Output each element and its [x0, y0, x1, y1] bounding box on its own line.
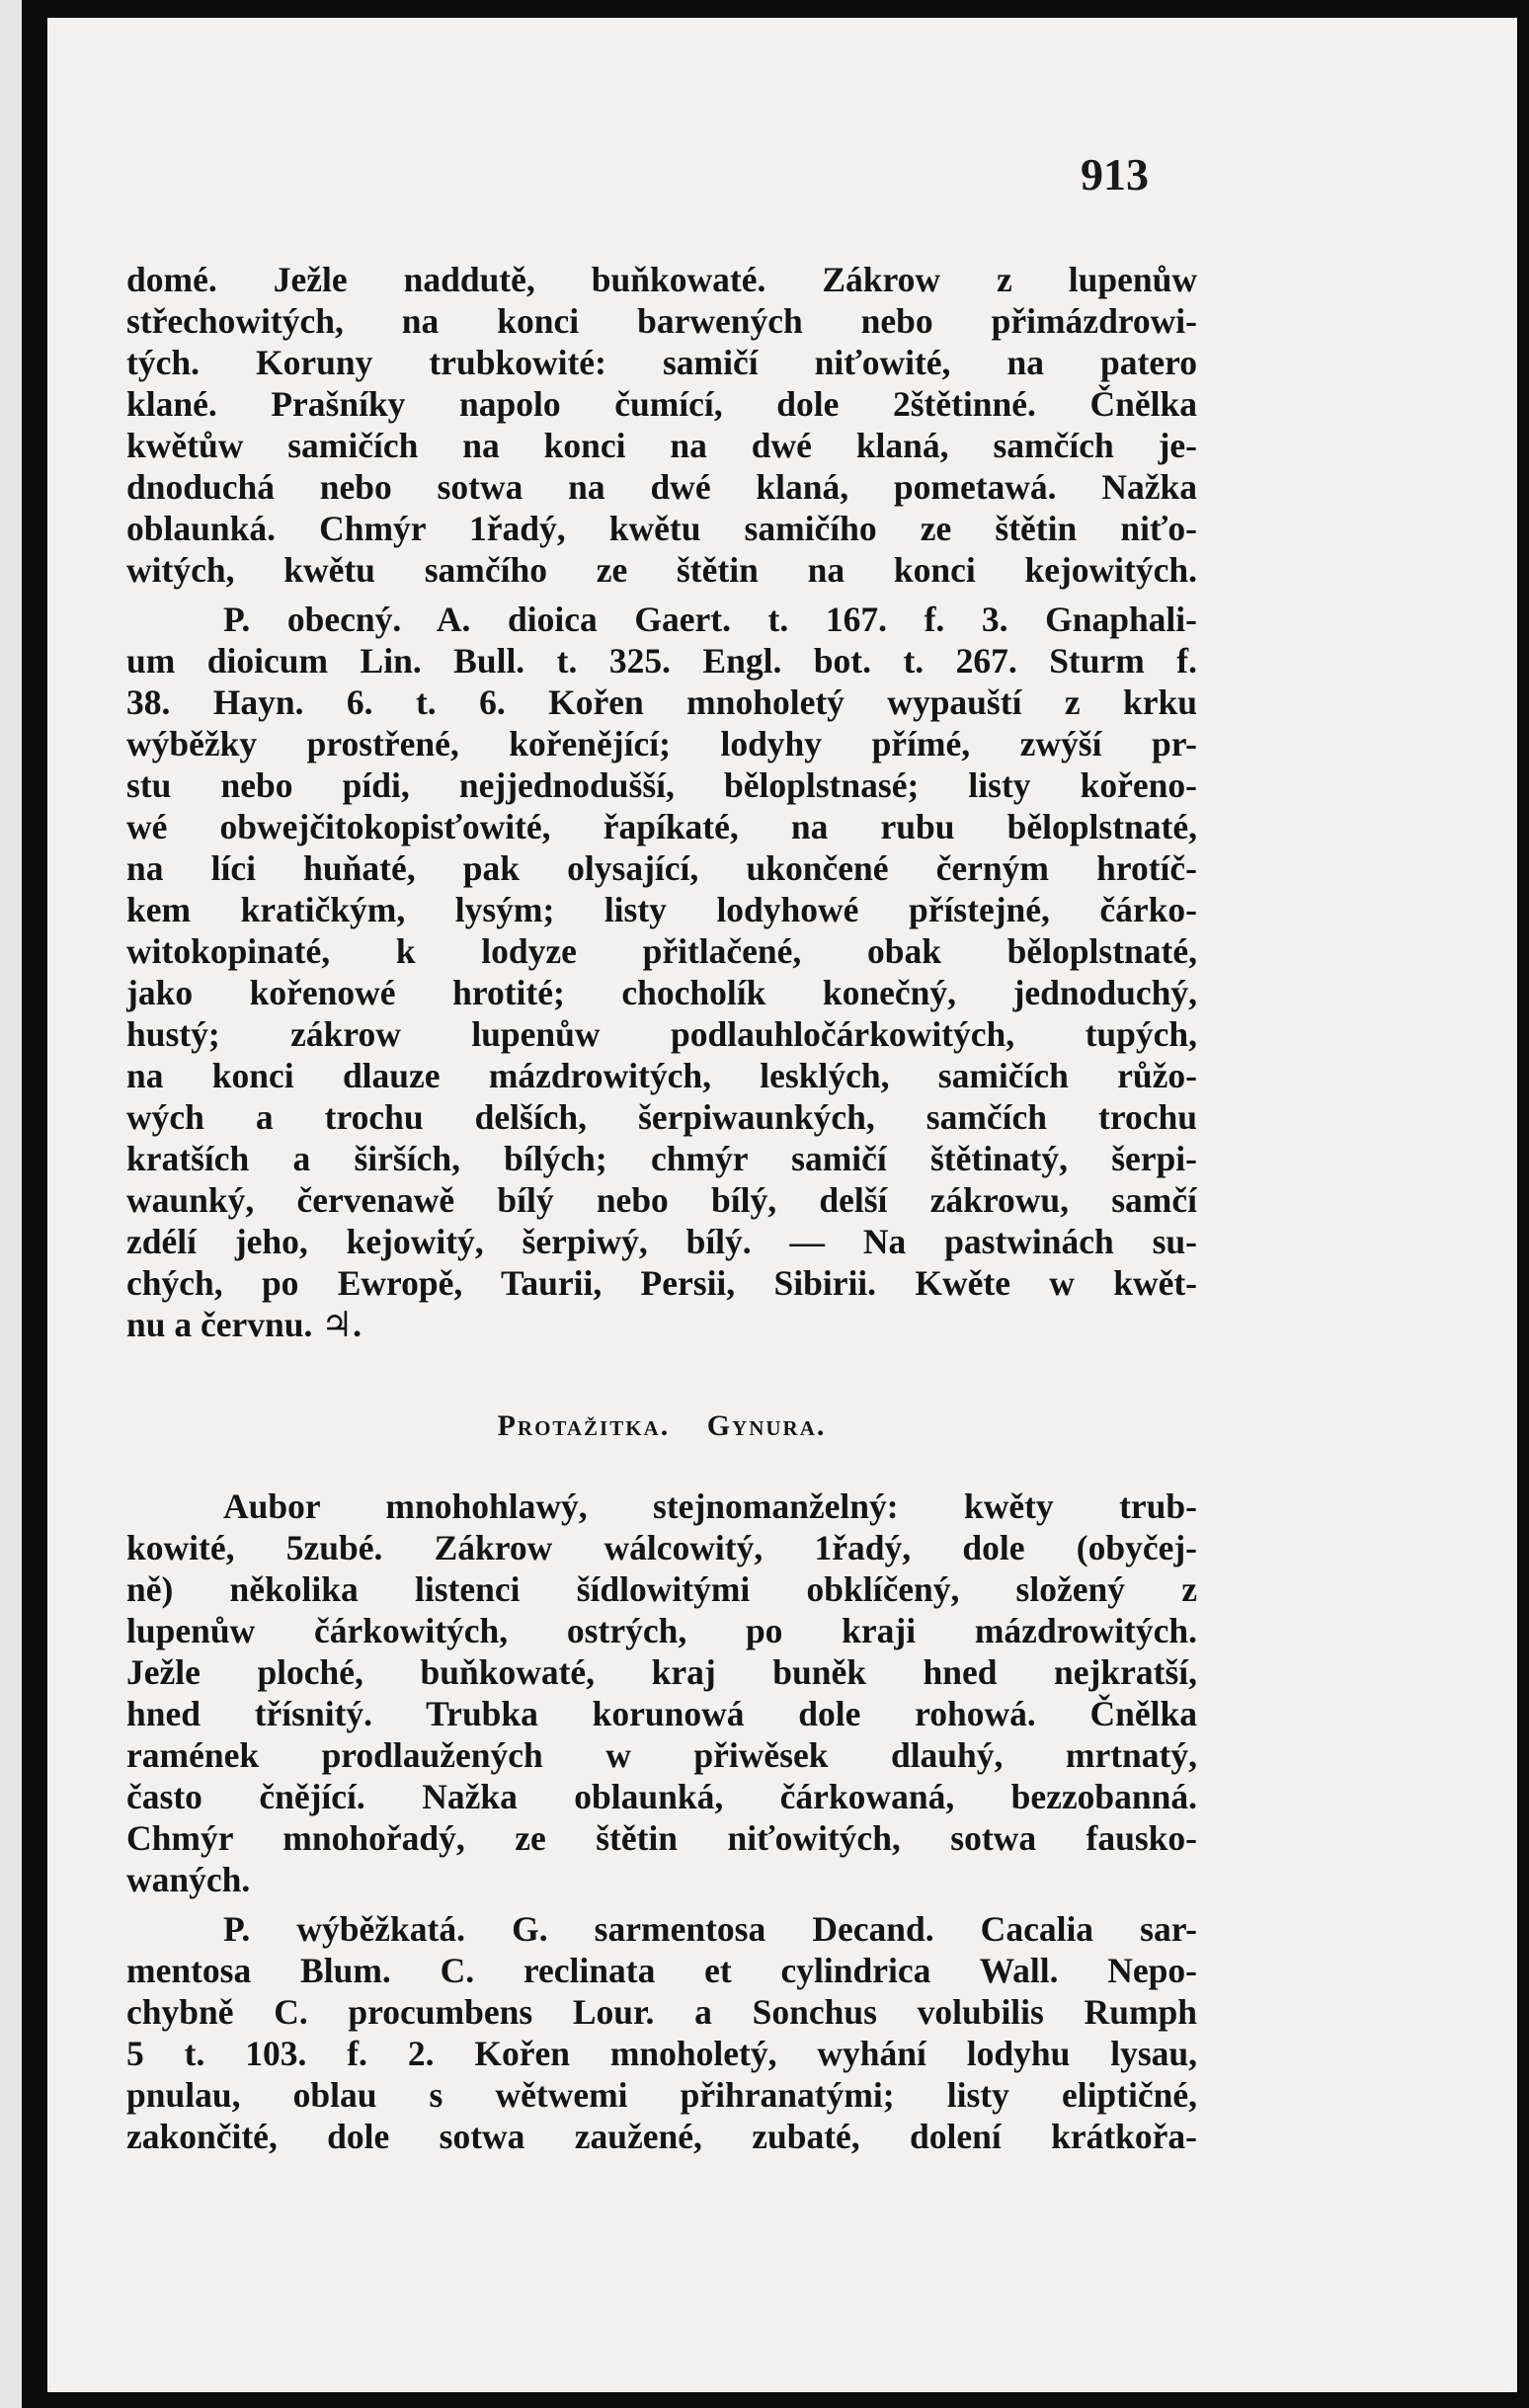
text-line: pnulau, oblau s wětwemi přihranatými; listy eliptičné,: [126, 2075, 1197, 2115]
text-line: waných.: [126, 1860, 251, 1899]
text-line: jako kořenowé hrotité; chocholík konečný, jednoduchý,: [126, 973, 1197, 1012]
text-line: mentosa Blum. C. reclinata et cylindrica Wall. Nepo-: [126, 1951, 1197, 1990]
text-line: 38. Hayn. 6. t. 6. Kořen mnoholetý wypauští z krku: [126, 682, 1197, 722]
text-line: chybně C. procumbens Lour. a Sonchus volubilis Rumph: [126, 1992, 1197, 2032]
text-line: kowité, 5zubé. Zákrow wálcowitý, 1řadý, dole (obyčej-: [126, 1528, 1197, 1567]
text-line: waunký, červenawě bílý nebo bílý, delší zákrowu, samčí: [126, 1180, 1197, 1220]
text-line: kratších a širších, bílých; chmýr samičí štětinatý, šerpi-: [126, 1139, 1197, 1178]
text-line: nu a červnu. ♃.: [126, 1305, 362, 1344]
text-line: P. wýběžkatá. G. sarmentosa Decand. Cacalia sar-: [223, 1909, 1197, 1949]
text-line: střechowitých, na konci barwených nebo přimázdrowi-: [126, 301, 1197, 341]
text-line: na líci huňaté, pak olysající, ukončené černým hrotíč-: [126, 848, 1197, 888]
text-line: chých, po Ewropě, Taurii, Persii, Sibirii. Kwěte w kwět-: [126, 1263, 1197, 1303]
page-number: 913: [1081, 149, 1149, 200]
text-line: Aubor mnohohlawý, stejnomanželný: kwěty trub-: [223, 1486, 1197, 1526]
text-line: hustý; zákrow lupenůw podlauhločárkowitých, tupých,: [126, 1014, 1197, 1054]
text-line: tých. Koruny trubkowité: samičí niťowité, na patero: [126, 343, 1197, 382]
text-line: ně) několika listenci šídlowitými obklíčený, složený z: [126, 1569, 1197, 1609]
text-line: stu nebo pídi, nejjednodušší, běloplstnasé; listy kořeno-: [126, 765, 1197, 805]
heading-czech-genus: Protažitka.: [497, 1409, 671, 1442]
text-line: P. obecný. A. dioica Gaert. t. 167. f. 3. Gnaphali-: [223, 600, 1197, 639]
text-line: hned třísnitý. Trubka korunowá dole rohowá. Čnělka: [126, 1694, 1197, 1733]
text-line: lupenůw čárkowitých, ostrých, po kraji mázdrowitých.: [126, 1611, 1197, 1650]
text-line: oblaunká. Chmýr 1řadý, kwětu samičího ze štětin niťo-: [126, 509, 1197, 548]
text-line: na konci dlauze mázdrowitých, lesklých, samičích růžo-: [126, 1056, 1197, 1095]
text-line: zdélí jeho, kejowitý, šerpiwý, bílý. — Na pastwinách su-: [126, 1222, 1197, 1261]
text-line: wé obwejčitokopisťowité, řapíkaté, na rubu běloplstnaté,: [126, 807, 1197, 846]
text-line: Ježle ploché, buňkowaté, kraj buněk hned nejkratší,: [126, 1652, 1197, 1692]
text-line: wých a trochu delších, šerpiwaunkých, samčích trochu: [126, 1097, 1197, 1137]
text-line: witokopinaté, k lodyze přitlačené, obak běloplstnaté,: [126, 931, 1197, 971]
text-line: 5 t. 103. f. 2. Kořen mnoholetý, wyhání lodyhu lysau,: [126, 2034, 1197, 2073]
heading-latin-genus: Gynura.: [706, 1409, 827, 1442]
text-line: wýběžky prostřené, kořenějící; lodyhy přímé, zwýší pr-: [126, 724, 1197, 763]
adjacent-page-edge: [0, 0, 22, 2408]
text-line: kwětůw samičích na konci na dwé klaná, samčích je-: [126, 426, 1197, 465]
section-heading: [126, 1406, 1197, 1446]
text-line: ramének prodlaužených w přiwěsek dlauhý, mrtnatý,: [126, 1735, 1197, 1775]
text-line: dnoduchá nebo sotwa na dwé klaná, pometawá. Nažka: [126, 467, 1197, 507]
text-line: Chmýr mnohořadý, ze štětin niťowitých, sotwa fausko-: [126, 1818, 1197, 1858]
text-line: um dioicum Lin. Bull. t. 325. Engl. bot. t. 267. Sturm f.: [126, 641, 1197, 681]
text-line: klané. Prašníky napolo čumící, dole 2štětinné. Čnělka: [126, 384, 1197, 424]
text-line: často čnějící. Nažka oblaunká, čárkowaná, bezzobanná.: [126, 1777, 1197, 1816]
text-line: kem kratičkým, lysým; listy lodyhowé přístejné, čárko-: [126, 890, 1197, 929]
text-line: domé. Ježle naddutě, buňkowaté. Zákrow z lupenůw: [126, 260, 1197, 299]
text-line: zakončité, dole sotwa zaužené, zubaté, dolení krátkořa-: [126, 2117, 1197, 2156]
text-line: witých, kwětu samčího ze štětin na konci kejowitých.: [126, 550, 1197, 590]
